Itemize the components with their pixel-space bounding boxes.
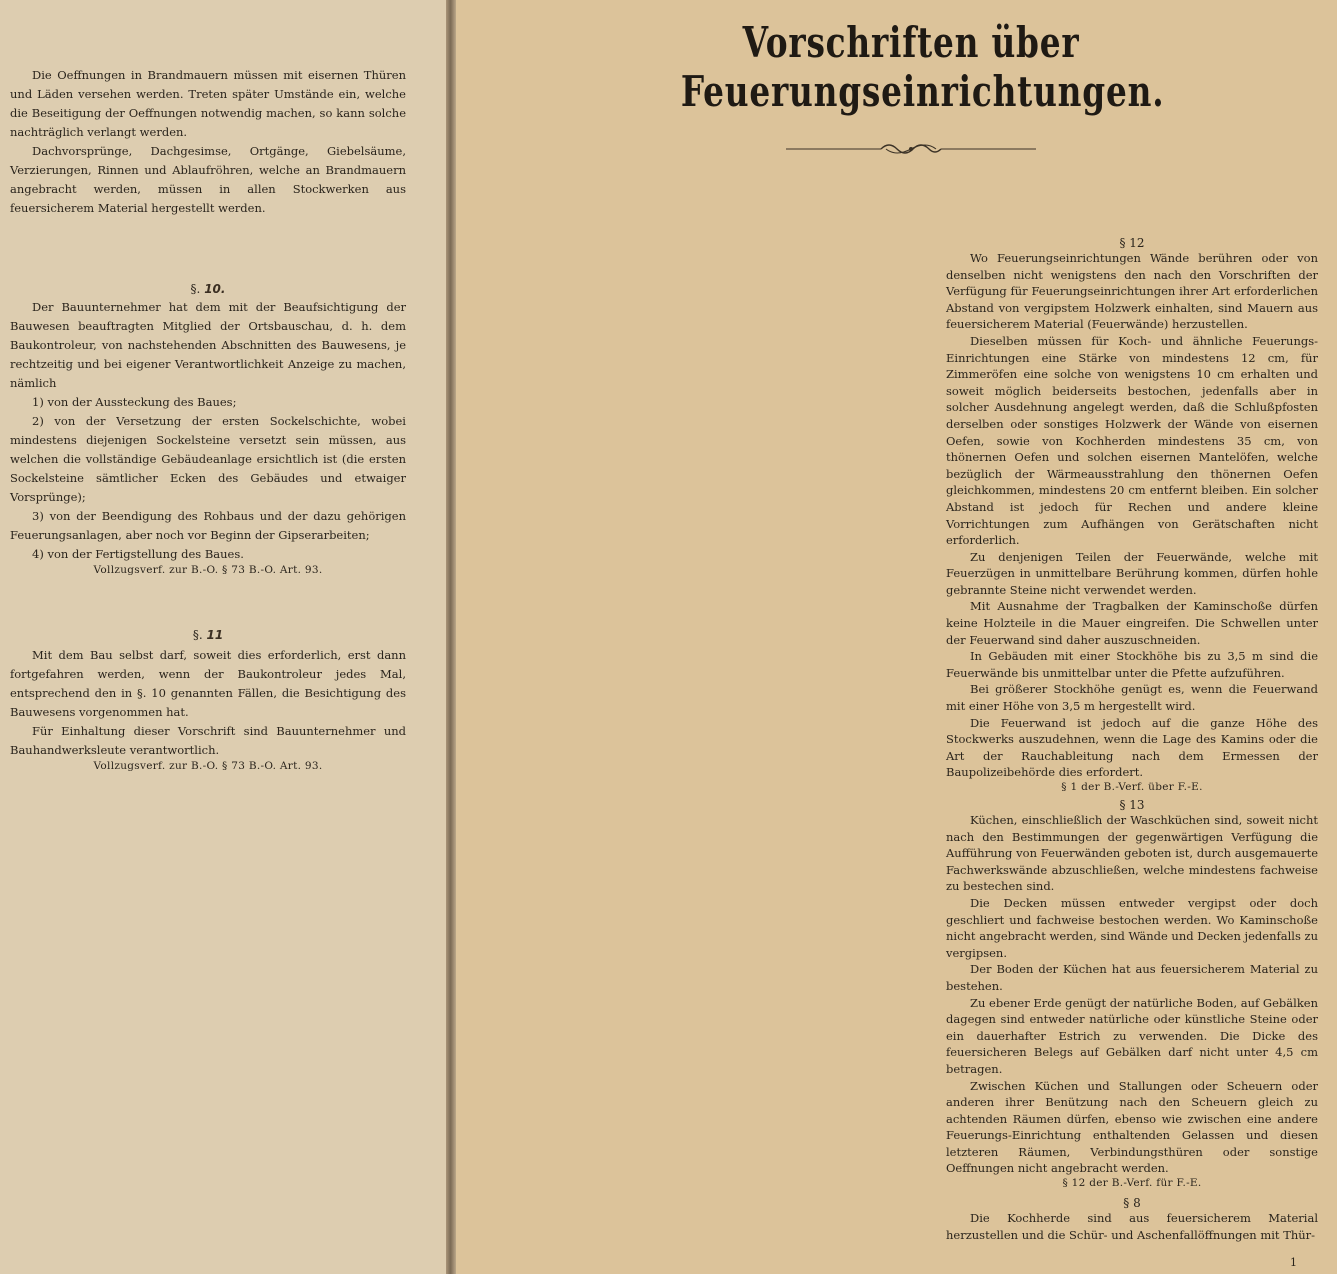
section-12-heading: § 12 [1119,236,1145,250]
ornament-divider-icon [786,138,1036,160]
book-gutter [446,0,456,1274]
section-11-prefix: §. [192,628,203,642]
section-10-item-3: 3) von der Beendigung des Rohbaus und der dazu gehörigen Feuerungsanlagen, aber noch vor Beginn der Gipserarbeiten; [10,509,406,542]
intro-para-2: Dachvorsprünge, Dachgesimse, Ortgänge, Giebelsäume, Verzierungen, Rinnen und Ablaufröhren, welche an Brandmauern angebracht werden, müssen in allen Stockwerken aus feuersicherem Material hergestellt werden. [10,144,406,215]
page-number: 1 [1290,1256,1297,1269]
section-13-para-1: Küchen, einschließlich der Waschküchen sind, soweit nicht nach den Bestimmungen der gegenwärtigen Verfügung die Aufführung von Feuerwänden geboten ist, durch ausgemauerte Fachwerkswände abzuschließen, welche mindestens fachweise zu bestechen sind. [946,813,1318,894]
section-10-text: Der Bauunternehmer hat dem mit der Beaufsichtigung der Bauwesen beauftragten Mitglied der Ortsbauschau, d. h. dem Baukontroleur, von nachstehenden Abschnitten des Bauwesens, je rechtzeitig und bei eigener Verantwortlichkeit Anzeige zu machen, nämlich [10,300,406,390]
section-11-number: 11 [206,628,224,642]
section-12-para-7: Die Feuerwand ist jedoch auf die ganze Höhe des Stockwerks auszudehnen, wenn die Lage des Kamins oder die Art der Rauchableitung nach dem Ermessen der Baupolizeibehörde dies erfordert. [946,715,1318,780]
section-11-ref: Vollzugsverf. zur B.-O. § 73 B.-O. Art. 93. [93,760,323,772]
section-12-para-4: Mit Ausnahme der Tragbalken der Kaminschoße dürfen keine Holzteile in die Mauer eingreifen. Die Schwellen unter der Feuerwand sind daher auszuschneiden. [946,599,1318,647]
left-intro [10,66,406,218]
section-13-para-2: Die Decken müssen entweder vergipst oder doch geschliert und fachweise bestochen werden. Wo Kaminschoße nicht angebracht werden, sind Wände und Decken jedenfalls zu vergipsen. [946,895,1318,960]
section-11-heading [10,628,406,642]
section-10-item-2: 2) von der Versetzung der ersten Sockelschichte, wobei mindestens diejenigen Sockelsteine versetzt sein müssen, aus welchen die vollständige Gebäudeanlage ersichtlich ist (die ersten Sockelsteine sämtlicher Ecken des Gebäudes und etwaiger Vorsprünge); [10,414,406,504]
section-12-ref: § 1 der B.-Verf. über F.-E. [1061,781,1203,793]
section-14-text: Die Kochherde sind aus feuersicherem Material herzustellen und die Schür- und Aschenfallöffnungen mit Thür- [946,1211,1318,1242]
section-12-para-6: Bei größerer Stockhöhe genügt es, wenn die Feuerwand mit einer Höhe von 3,5 m hergestellt wird. [946,682,1318,714]
section-10 [10,282,406,576]
section-12 [946,236,1318,793]
section-14-heading: § 8 [1123,1196,1141,1210]
section-10-ref: Vollzugsverf. zur B.-O. § 73 B.-O. Art. 93. [93,564,323,576]
section-14 [946,1196,1318,1243]
section-13-para-5: Zwischen Küchen und Stallungen oder Scheuern oder anderen ihrer Benützung nach den Scheuern gleich zu achtenden Räumen dürfen, ebenso wie zwischen eine andere Feuerungs-Einrichtung enthaltenden Gelassen und diesen letzteren Räumen, Verbindungsthüren oder sonstige Oeffnungen nicht angebracht werden. [946,1078,1318,1176]
section-11-para-1: Mit dem Bau selbst darf, soweit dies erforderlich, erst dann fortgefahren werden, wenn der Baukontroleur jedes Mal, entsprechend den in §. 10 genannten Fällen, die Besichtigung des Bauwesens vorgenommen hat. [10,648,406,719]
section-13-heading: § 13 [1119,798,1145,812]
section-10-heading [10,282,406,296]
section-13-ref: § 12 der B.-Verf. für F.-E. [1062,1177,1202,1190]
section-11 [10,628,406,772]
section-12-para-5: In Gebäuden mit einer Stockhöhe bis zu 3,5 m sind die Feuerwände bis unmittelbar unter die Pfette aufzuführen. [946,649,1318,680]
left-page [0,0,446,1274]
section-10-item-1: 1) von der Aussteckung des Baues; [32,395,237,409]
section-13 [946,798,1318,1189]
section-10-number: 10. [204,282,226,296]
section-10-item-4: 4) von der Fertigstellung des Baues. [32,547,244,561]
page-title: Vorschriften über Feuerungseinrichtungen. [680,18,1165,116]
section-11-para-2: Für Einhaltung dieser Vorschrift sind Bauunternehmer und Bauhandwerksleute verantwortlich. [10,724,406,757]
section-12-para-3: Zu denjenigen Teilen der Feuerwände, welche mit Feuerzügen in unmittelbare Berührung kommen, dürfen hohle gebrannte Steine nicht verwendet werden. [946,549,1318,597]
section-12-para-1: Wo Feuerungseinrichtungen Wände berühren oder von denselben nicht wenigstens den nach den Vorschriften der Verfügung für Feuerungseinrichtungen ihrer Art erforderlichen Abstand von vergipstem Holzwerk einhalten, sind Mauern aus feuersicherem Material (Feuerwände) herzustellen. [946,251,1318,332]
section-10-prefix: §. [190,282,201,296]
section-13-para-4: Zu ebener Erde genügt der natürliche Boden, auf Gebälken dagegen sind entweder natürliche oder künstliche Steine oder ein dauerhafter Estrich zu verwenden. Die Dicke des feuersicheren Belegs auf Gebälken darf nicht unter 4,5 cm betragen. [946,995,1318,1076]
intro-para-1: Die Oeffnungen in Brandmauern müssen mit eisernen Thüren und Läden versehen werden. Treten später Umstände ein, welche die Beseitigung der Oeffnungen notwendig machen, so kann solche nachträglich verlangt werden. [10,68,406,139]
section-12-para-2: Dieselben müssen für Koch- und ähnliche Feuerungs-Einrichtungen eine Stärke von mindestens 12 cm, für Zimmeröfen eine solche von wenigstens 10 cm erhalten und soweit möglich beiderseits bestochen, jedenfalls aber in solcher Ausdehnung angelegt werden, daß die Schlußpfosten derselben oder sonstiges Holzwerk der Wände von eisernen Oefen, sowie von Kochherden mindestens 35 cm, von thönernen Oefen und solchen eisernen Mantelöfen, welche bezüglich der Wärmeausstrahlung den thönernen Oefen gleichkommen, mindestens 20 cm entfernt bleiben. Ein solcher Abstand ist jedoch für Rechen und andere kleine Vorrichtungen zum Aufhängen von Gerätschaften nicht erforderlich. [946,333,1318,548]
section-13-para-3: Der Boden der Küchen hat aus feuersicherem Material zu bestehen. [946,962,1318,993]
